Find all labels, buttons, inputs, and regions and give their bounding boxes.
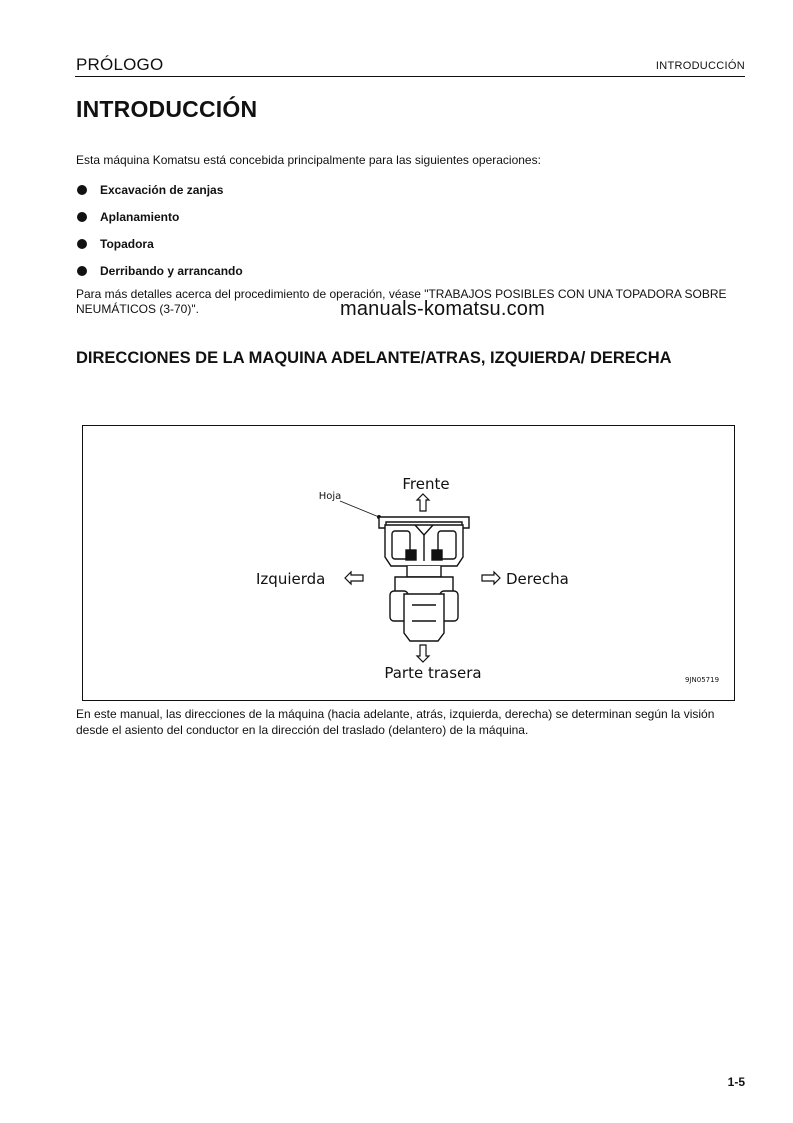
arrow-left-icon: [345, 572, 363, 584]
page-number: 1-5: [727, 1075, 745, 1089]
list-item: [76, 176, 243, 203]
arrow-down-icon: [417, 645, 429, 662]
operation-label: Aplanamiento: [100, 209, 180, 224]
watermark-link[interactable]: manuals-komatsu.com: [340, 298, 545, 320]
rear-label: Parte trasera: [384, 664, 482, 682]
bullet-icon: [77, 239, 87, 249]
blade-leader-line: [340, 501, 379, 517]
operations-list: [76, 176, 243, 284]
arrow-up-icon: [417, 494, 429, 511]
figure-caption: En este manual, las direcciones de la máquina (hacia adelante, atrás, izquierda, derecha) se determinan según la visión desde el asiento del conductor en la dirección del traslado (delantero) de la máquina.: [76, 707, 715, 737]
operation-label: Topadora: [100, 236, 154, 251]
details-paragraph: Para más detalles acerca del procedimiento de operación, véase "TRABAJOS POSIBLES CON UNA TOPADORA SOBRE NEUMÁTICOS (3-70)".: [76, 287, 727, 316]
page-title: INTRODUCCIÓN: [76, 96, 258, 122]
bullet-icon: [77, 185, 87, 195]
section-title: DIRECCIONES DE LA MAQUINA ADELANTE/ATRAS, IZQUIERDA/ DERECHA: [76, 349, 672, 367]
header-chapter-title: INTRODUCCIÓN: [655, 60, 745, 72]
operation-label: Excavación de zanjas: [100, 182, 224, 197]
header-divider: [75, 76, 745, 77]
list-item: [76, 203, 243, 230]
blade-label: Hoja: [318, 491, 342, 502]
wheel-dozer-top-view-icon: [379, 517, 469, 641]
list-item: [76, 230, 243, 257]
operation-label: Derribando y arrancando: [100, 263, 243, 278]
machine-directions-figure: [82, 425, 735, 701]
right-label: Derecha: [506, 570, 569, 588]
left-label: Izquierda: [256, 570, 326, 588]
bullet-icon: [77, 266, 87, 276]
intro-paragraph: Esta máquina Komatsu está concebida principalmente para las siguientes operaciones:: [76, 153, 541, 167]
figure-code: 9JN05719: [685, 676, 720, 684]
arrow-right-icon: [482, 572, 500, 584]
bullet-icon: [77, 212, 87, 222]
header-section-title: PRÓLOGO: [76, 55, 164, 74]
front-label: Frente: [402, 475, 450, 493]
list-item: [76, 257, 243, 284]
